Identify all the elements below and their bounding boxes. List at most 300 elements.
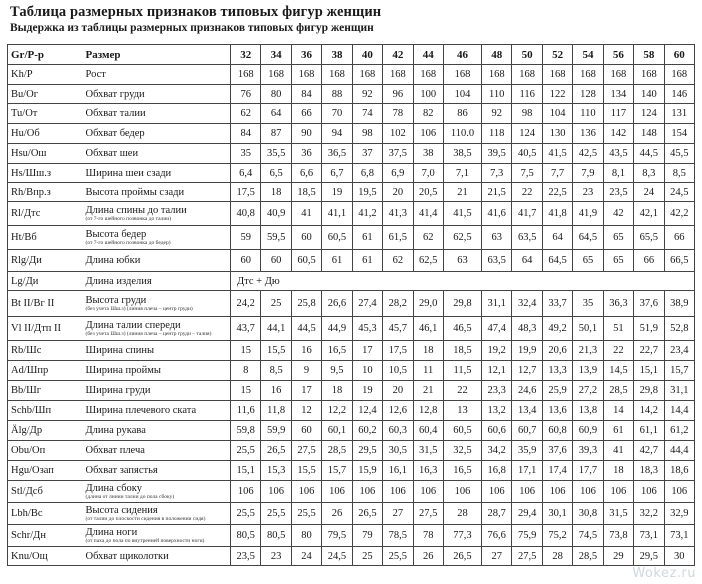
row-code: Stl/Дсб bbox=[8, 481, 84, 503]
row-value: 90 bbox=[291, 124, 321, 144]
row-value: 86 bbox=[443, 104, 481, 124]
table-row bbox=[8, 144, 695, 164]
row-value: 60 bbox=[291, 226, 321, 250]
table-row bbox=[8, 124, 695, 144]
row-value: 134 bbox=[603, 85, 633, 104]
row-value: 60,5 bbox=[443, 421, 481, 441]
row-value: 26,5 bbox=[443, 547, 481, 566]
row-value: 23 bbox=[573, 183, 603, 202]
row-value: 18 bbox=[261, 183, 291, 202]
row-code: Rb/Шс bbox=[8, 341, 84, 361]
row-value: 80,5 bbox=[261, 525, 291, 547]
row-value: 44,5 bbox=[634, 144, 664, 164]
row-value: 12 bbox=[291, 401, 321, 421]
row-value: 61,2 bbox=[664, 421, 694, 441]
row-value: 44,4 bbox=[664, 441, 694, 461]
row-name-cell bbox=[84, 381, 231, 401]
row-value: 64 bbox=[542, 226, 572, 250]
row-code: Tu/От bbox=[8, 104, 84, 124]
row-value: 13,8 bbox=[573, 401, 603, 421]
row-value: 44,9 bbox=[322, 317, 352, 341]
table-row bbox=[8, 381, 695, 401]
row-value: 106 bbox=[352, 481, 382, 503]
header-size: 38 bbox=[322, 45, 352, 65]
row-value: 63,5 bbox=[512, 226, 542, 250]
row-code: Rlg/Ди bbox=[8, 250, 84, 272]
row-value: 75,9 bbox=[512, 525, 542, 547]
row-value: 42,7 bbox=[634, 441, 664, 461]
row-value: 44,5 bbox=[291, 317, 321, 341]
row-value: 20 bbox=[383, 381, 413, 401]
row-value: 117 bbox=[603, 104, 633, 124]
row-value: 9,5 bbox=[322, 361, 352, 381]
row-value: 19 bbox=[352, 381, 382, 401]
row-value: 62 bbox=[413, 226, 443, 250]
row-value: 26,5 bbox=[352, 503, 382, 525]
row-value: 13,2 bbox=[482, 401, 512, 421]
row-value: 11,5 bbox=[443, 361, 481, 381]
row-value: 168 bbox=[291, 65, 321, 85]
row-name: Ширина плечевого ската bbox=[85, 405, 197, 416]
row-value: 50,1 bbox=[573, 317, 603, 341]
row-value: 15,9 bbox=[352, 461, 382, 481]
row-value: 35 bbox=[231, 144, 261, 164]
table-row bbox=[8, 291, 695, 317]
row-value: 6,9 bbox=[383, 164, 413, 183]
row-value: 78 bbox=[383, 104, 413, 124]
table-row bbox=[8, 525, 695, 547]
row-value: 41,5 bbox=[443, 202, 481, 226]
row-value: 47,4 bbox=[482, 317, 512, 341]
row-value: 16,8 bbox=[482, 461, 512, 481]
row-name: Длина талии спереди bbox=[85, 320, 181, 331]
row-value: 18 bbox=[413, 341, 443, 361]
row-value: 48,3 bbox=[512, 317, 542, 341]
row-value: 106 bbox=[512, 481, 542, 503]
row-value: 92 bbox=[482, 104, 512, 124]
row-value: 30 bbox=[664, 547, 694, 566]
row-value: 25,9 bbox=[542, 381, 572, 401]
row-value: 14,2 bbox=[634, 401, 664, 421]
table-row bbox=[8, 104, 695, 124]
row-value: 25 bbox=[261, 291, 291, 317]
row-value: 12,2 bbox=[322, 401, 352, 421]
row-value: 60,7 bbox=[512, 421, 542, 441]
row-value: 106 bbox=[231, 481, 261, 503]
row-value: 30,5 bbox=[383, 441, 413, 461]
header-size: 50 bbox=[512, 45, 542, 65]
row-value: 60,9 bbox=[573, 421, 603, 441]
row-value: 46,1 bbox=[413, 317, 443, 341]
row-value: 60,8 bbox=[542, 421, 572, 441]
row-value: 168 bbox=[231, 65, 261, 85]
row-code: Bt II/Bг II bbox=[8, 291, 84, 317]
row-value: 19 bbox=[322, 183, 352, 202]
row-value: 42,5 bbox=[573, 144, 603, 164]
table-row bbox=[8, 441, 695, 461]
row-name: Обхват шеи bbox=[85, 148, 139, 159]
document-title: Таблица размерных признаков типовых фигур женщин bbox=[10, 4, 382, 20]
watermark: Wokez.ru bbox=[632, 566, 696, 581]
row-name-cell bbox=[84, 441, 231, 461]
row-value: 23,4 bbox=[664, 341, 694, 361]
row-value: 13,9 bbox=[573, 361, 603, 381]
row-value: 88 bbox=[322, 85, 352, 104]
row-value: 29,5 bbox=[634, 547, 664, 566]
row-value: 6,7 bbox=[322, 164, 352, 183]
row-value: 39,5 bbox=[482, 144, 512, 164]
row-value: 148 bbox=[634, 124, 664, 144]
row-value: 106 bbox=[482, 481, 512, 503]
row-value: 9 bbox=[291, 361, 321, 381]
row-value: 24,5 bbox=[322, 547, 352, 566]
row-value: 110 bbox=[482, 85, 512, 104]
header-size: 32 bbox=[231, 45, 261, 65]
row-value: 80 bbox=[291, 525, 321, 547]
row-value: 51,9 bbox=[634, 317, 664, 341]
row-code: Hu/Об bbox=[8, 124, 84, 144]
table-row bbox=[8, 461, 695, 481]
row-value: 61,1 bbox=[634, 421, 664, 441]
row-name-cell bbox=[84, 317, 231, 341]
row-name: Длина рукава bbox=[85, 425, 146, 436]
row-value: 12,8 bbox=[413, 401, 443, 421]
row-value: 104 bbox=[443, 85, 481, 104]
row-value: 131 bbox=[664, 104, 694, 124]
row-value: 29,0 bbox=[413, 291, 443, 317]
row-value: 15,7 bbox=[322, 461, 352, 481]
size-table bbox=[7, 44, 695, 566]
row-value: 13 bbox=[443, 401, 481, 421]
row-value: 61 bbox=[322, 250, 352, 272]
row-name-cell bbox=[84, 421, 231, 441]
header-size: 60 bbox=[664, 45, 694, 65]
row-value: 15 bbox=[231, 341, 261, 361]
row-value: 28 bbox=[443, 503, 481, 525]
row-name-cell bbox=[84, 250, 231, 272]
row-value: 62 bbox=[231, 104, 261, 124]
size-table-body bbox=[8, 45, 695, 566]
row-value: 28,7 bbox=[482, 503, 512, 525]
row-value: 45,3 bbox=[352, 317, 382, 341]
row-name: Ширина проймы bbox=[85, 365, 161, 376]
row-name-cell bbox=[84, 144, 231, 164]
row-value: 25 bbox=[352, 547, 382, 566]
table-row bbox=[8, 481, 695, 503]
row-value: 7,1 bbox=[443, 164, 481, 183]
row-value: 10 bbox=[352, 361, 382, 381]
row-value: 22 bbox=[512, 183, 542, 202]
row-name-cell bbox=[84, 547, 231, 566]
row-value: 63 bbox=[482, 226, 512, 250]
row-name: Ширина груди bbox=[85, 385, 151, 396]
table-row bbox=[8, 317, 695, 341]
table-header-row bbox=[8, 45, 695, 65]
row-value: 41 bbox=[603, 441, 633, 461]
row-value: 6,6 bbox=[291, 164, 321, 183]
row-value: 42,2 bbox=[664, 202, 694, 226]
header-size: 44 bbox=[413, 45, 443, 65]
row-value: 66 bbox=[291, 104, 321, 124]
row-value: 37 bbox=[352, 144, 382, 164]
row-code: Obu/Оп bbox=[8, 441, 84, 461]
row-value: 38,5 bbox=[443, 144, 481, 164]
row-value: 8,3 bbox=[634, 164, 664, 183]
row-code: Hsu/Ош bbox=[8, 144, 84, 164]
row-value: 35,9 bbox=[512, 441, 542, 461]
row-value: 41,8 bbox=[542, 202, 572, 226]
row-value: 84 bbox=[291, 85, 321, 104]
row-value: 94 bbox=[322, 124, 352, 144]
row-value: 136 bbox=[573, 124, 603, 144]
row-value: 106 bbox=[573, 481, 603, 503]
row-value: 64 bbox=[261, 104, 291, 124]
row-value: 17 bbox=[291, 381, 321, 401]
row-name-cell bbox=[84, 361, 231, 381]
table-row bbox=[8, 421, 695, 441]
row-value: 31,5 bbox=[603, 503, 633, 525]
row-value: 146 bbox=[664, 85, 694, 104]
row-value: 27 bbox=[383, 503, 413, 525]
row-value: 60 bbox=[261, 250, 291, 272]
row-code: Lbh/Вс bbox=[8, 503, 84, 525]
row-value: 76,6 bbox=[482, 525, 512, 547]
row-value: 60,6 bbox=[482, 421, 512, 441]
row-value: 106 bbox=[443, 481, 481, 503]
row-value: 49,2 bbox=[542, 317, 572, 341]
row-value: 61 bbox=[352, 250, 382, 272]
row-value: 15,5 bbox=[291, 461, 321, 481]
header-size: 58 bbox=[634, 45, 664, 65]
row-code: Kh/P bbox=[8, 65, 84, 85]
row-value: 122 bbox=[542, 85, 572, 104]
row-value: 41 bbox=[291, 202, 321, 226]
row-value: 39,3 bbox=[573, 441, 603, 461]
row-value: 168 bbox=[634, 65, 664, 85]
row-value: 10,5 bbox=[383, 361, 413, 381]
row-value: 66 bbox=[634, 250, 664, 272]
row-note: (без учета Шш.з) (линия плеча – центр груди) bbox=[85, 306, 193, 312]
row-name-cell bbox=[84, 291, 231, 317]
row-value: 59,8 bbox=[231, 421, 261, 441]
row-value: 168 bbox=[542, 65, 572, 85]
row-value: 128 bbox=[573, 85, 603, 104]
row-merged-value: Дтс + Дю bbox=[231, 272, 695, 291]
row-name-cell bbox=[84, 164, 231, 183]
row-name: Высота проймы сзади bbox=[85, 186, 185, 198]
row-value: 46,5 bbox=[443, 317, 481, 341]
header-size: 48 bbox=[482, 45, 512, 65]
row-value: 25,5 bbox=[231, 441, 261, 461]
header-name: Размер bbox=[84, 45, 231, 65]
row-value: 11,6 bbox=[231, 401, 261, 421]
row-value: 35,5 bbox=[261, 144, 291, 164]
row-value: 92 bbox=[352, 85, 382, 104]
row-value: 22,5 bbox=[542, 183, 572, 202]
row-value: 63 bbox=[443, 250, 481, 272]
row-value: 28,5 bbox=[603, 381, 633, 401]
row-value: 16 bbox=[291, 341, 321, 361]
row-value: 168 bbox=[482, 65, 512, 85]
row-name: Длина спины до талии bbox=[85, 205, 187, 216]
row-value: 96 bbox=[383, 85, 413, 104]
row-value: 22 bbox=[443, 381, 481, 401]
row-value: 17,5 bbox=[231, 183, 261, 202]
row-value: 100 bbox=[413, 85, 443, 104]
row-value: 64,5 bbox=[542, 250, 572, 272]
row-value: 12,7 bbox=[512, 361, 542, 381]
row-code: Älg/Др bbox=[8, 421, 84, 441]
row-value: 106 bbox=[291, 481, 321, 503]
row-value: 23 bbox=[261, 547, 291, 566]
row-name-cell bbox=[84, 341, 231, 361]
row-value: 8,1 bbox=[603, 164, 633, 183]
row-value: 26,5 bbox=[261, 441, 291, 461]
row-value: 73,1 bbox=[664, 525, 694, 547]
row-value: 27 bbox=[482, 547, 512, 566]
row-value: 26 bbox=[322, 503, 352, 525]
row-value: 60,5 bbox=[291, 250, 321, 272]
header-size: 52 bbox=[542, 45, 572, 65]
row-value: 13,4 bbox=[512, 401, 542, 421]
row-value: 43,7 bbox=[231, 317, 261, 341]
row-value: 38 bbox=[413, 144, 443, 164]
row-value: 16 bbox=[261, 381, 291, 401]
row-value: 36,3 bbox=[603, 291, 633, 317]
row-value: 106 bbox=[413, 124, 443, 144]
row-value: 17,5 bbox=[383, 341, 413, 361]
row-name: Длина юбки bbox=[85, 255, 141, 266]
row-value: 60,5 bbox=[322, 226, 352, 250]
row-name: Высота бедер bbox=[85, 229, 147, 240]
table-row bbox=[8, 226, 695, 250]
row-value: 29,8 bbox=[634, 381, 664, 401]
table-row bbox=[8, 503, 695, 525]
row-value: 40,8 bbox=[231, 202, 261, 226]
row-value: 35 bbox=[573, 291, 603, 317]
row-value: 30,1 bbox=[542, 503, 572, 525]
row-value: 59,5 bbox=[261, 226, 291, 250]
row-value: 24 bbox=[291, 547, 321, 566]
header-size: 36 bbox=[291, 45, 321, 65]
row-value: 41,1 bbox=[322, 202, 352, 226]
row-value: 140 bbox=[634, 85, 664, 104]
table-row bbox=[8, 250, 695, 272]
row-name-cell bbox=[84, 525, 231, 547]
row-value: 21,3 bbox=[573, 341, 603, 361]
row-value: 30,8 bbox=[573, 503, 603, 525]
row-value: 116 bbox=[512, 85, 542, 104]
row-value: 32,4 bbox=[512, 291, 542, 317]
row-value: 25,5 bbox=[383, 547, 413, 566]
row-value: 168 bbox=[603, 65, 633, 85]
row-value: 98 bbox=[512, 104, 542, 124]
row-value: 62,5 bbox=[443, 226, 481, 250]
row-value: 29,4 bbox=[512, 503, 542, 525]
row-value: 41,7 bbox=[512, 202, 542, 226]
row-name: Высота сидения bbox=[85, 505, 158, 516]
row-value: 7,0 bbox=[413, 164, 443, 183]
row-value: 60,4 bbox=[413, 421, 443, 441]
row-value: 65,5 bbox=[634, 226, 664, 250]
header-size: 54 bbox=[573, 45, 603, 65]
row-value: 32,5 bbox=[443, 441, 481, 461]
row-value: 17,1 bbox=[512, 461, 542, 481]
row-name: Обхват запястья bbox=[85, 465, 158, 476]
row-value: 15 bbox=[231, 381, 261, 401]
row-value: 14 bbox=[603, 401, 633, 421]
row-code: Rl/Дтс bbox=[8, 202, 84, 226]
row-value: 24,5 bbox=[664, 183, 694, 202]
row-value: 6,4 bbox=[231, 164, 261, 183]
row-value: 106 bbox=[413, 481, 443, 503]
row-value: 18,5 bbox=[443, 341, 481, 361]
row-value: 59 bbox=[231, 226, 261, 250]
row-name: Ширина спины bbox=[85, 345, 155, 356]
row-value: 168 bbox=[413, 65, 443, 85]
row-value: 7,5 bbox=[512, 164, 542, 183]
row-value: 130 bbox=[542, 124, 572, 144]
row-value: 42 bbox=[603, 202, 633, 226]
row-value: 80,5 bbox=[231, 525, 261, 547]
row-code: Schr/Дн bbox=[8, 525, 84, 547]
document-header bbox=[10, 3, 690, 35]
row-value: 8,5 bbox=[664, 164, 694, 183]
row-value: 44,1 bbox=[261, 317, 291, 341]
row-name-cell bbox=[84, 65, 231, 85]
row-value: 21,5 bbox=[482, 183, 512, 202]
row-name-cell bbox=[84, 226, 231, 250]
row-value: 25,5 bbox=[261, 503, 291, 525]
row-value: 80 bbox=[261, 85, 291, 104]
row-value: 75,2 bbox=[542, 525, 572, 547]
header-size: 40 bbox=[352, 45, 382, 65]
row-value: 45,7 bbox=[383, 317, 413, 341]
table-row bbox=[8, 164, 695, 183]
row-code: Hs/Шш.з bbox=[8, 164, 84, 183]
row-value: 25,5 bbox=[291, 503, 321, 525]
row-value: 106 bbox=[634, 481, 664, 503]
row-name-cell bbox=[84, 481, 231, 503]
row-value: 168 bbox=[512, 65, 542, 85]
row-value: 29,5 bbox=[352, 441, 382, 461]
row-name-cell bbox=[84, 401, 231, 421]
row-value: 28,5 bbox=[573, 547, 603, 566]
row-value: 41,3 bbox=[383, 202, 413, 226]
row-name-cell bbox=[84, 183, 231, 202]
row-value: 40,5 bbox=[512, 144, 542, 164]
row-value: 61 bbox=[352, 226, 382, 250]
row-value: 34,2 bbox=[482, 441, 512, 461]
row-value: 32,2 bbox=[634, 503, 664, 525]
header-size: 42 bbox=[383, 45, 413, 65]
row-value: 70 bbox=[322, 104, 352, 124]
table-row bbox=[8, 202, 695, 226]
row-code: Bu/Oг bbox=[8, 85, 84, 104]
row-value: 26,6 bbox=[322, 291, 352, 317]
row-value: 79 bbox=[352, 525, 382, 547]
row-value: 18 bbox=[603, 461, 633, 481]
row-value: 6,8 bbox=[352, 164, 382, 183]
row-value: 82 bbox=[413, 104, 443, 124]
row-value: 19,2 bbox=[482, 341, 512, 361]
row-value: 51 bbox=[603, 317, 633, 341]
row-value: 98 bbox=[352, 124, 382, 144]
table-row bbox=[8, 272, 695, 291]
row-value: 168 bbox=[573, 65, 603, 85]
row-value: 6,5 bbox=[261, 164, 291, 183]
row-value: 23,3 bbox=[482, 381, 512, 401]
